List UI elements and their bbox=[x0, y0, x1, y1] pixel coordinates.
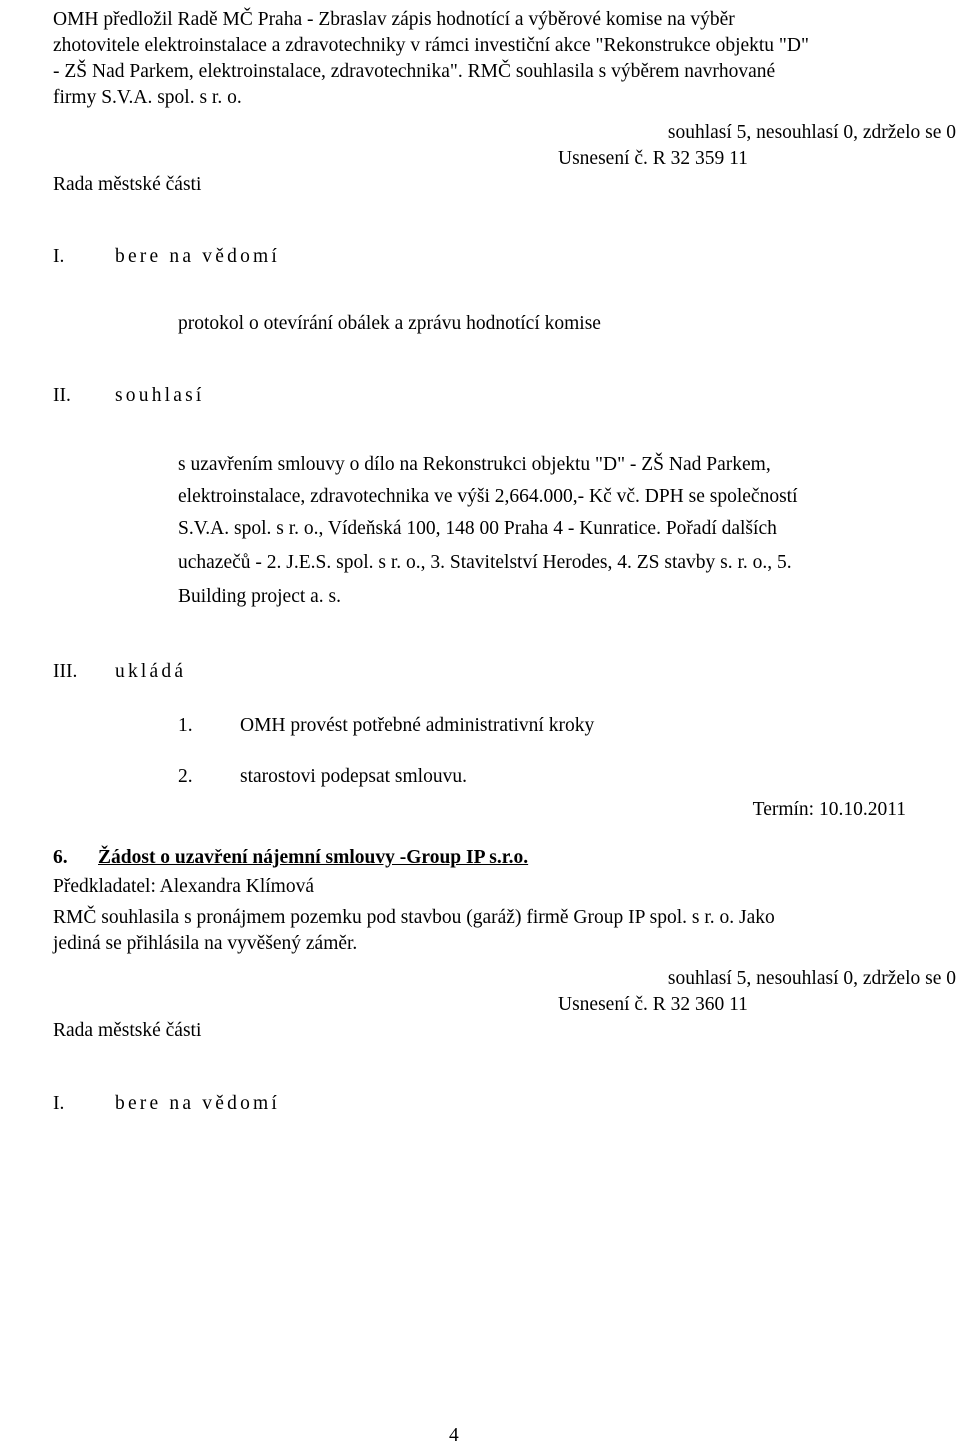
item-text: starostovi podepsat smlouvu. bbox=[240, 766, 467, 787]
section-number: I. bbox=[53, 1093, 65, 1114]
intro-line-4: firmy S.V.A. spol. s r. o. bbox=[53, 87, 242, 108]
item-number: 1. bbox=[178, 715, 193, 736]
section-verb: bere na vědomí bbox=[115, 246, 280, 267]
item-text: OMH provést potřebné administrativní kroky bbox=[240, 715, 595, 736]
section-text: elektroinstalace, zdravotechnika ve výši 2,664.000,- Kč vč. DPH se společností bbox=[178, 486, 798, 507]
section-verb: ukládá bbox=[115, 661, 187, 682]
agenda-item-title: Žádost o uzavření nájemní smlouvy -Group IP s.r.o. bbox=[98, 847, 529, 868]
section-text: Building project a. s. bbox=[178, 586, 342, 607]
intro-line-1: RMČ souhlasila s pronájmem pozemku pod stavbou (garáž) firmě Group IP spol. s r. o. Jako bbox=[53, 907, 775, 928]
intro-line-1: OMH předložil Radě MČ Praha - Zbraslav zápis hodnotící a výběrové komise na výběr bbox=[53, 9, 735, 30]
presenter: Předkladatel: Alexandra Klímová bbox=[53, 876, 315, 897]
council-label: Rada městské části bbox=[53, 1020, 202, 1041]
section-number: I. bbox=[53, 246, 65, 267]
section-verb: souhlasí bbox=[115, 385, 205, 406]
vote-result: souhlasí 5, nesouhlasí 0, zdrželo se 0 bbox=[667, 968, 956, 989]
resolution-number: Usnesení č. R 32 360 11 bbox=[558, 994, 748, 1015]
page-number: 4 bbox=[449, 1425, 459, 1446]
section-text: protokol o otevírání obálek a zprávu hodnotící komise bbox=[178, 313, 601, 334]
section-number: III. bbox=[53, 661, 78, 682]
intro-line-2: jediná se přihlásila na vyvěšený záměr. bbox=[53, 933, 358, 954]
item-number: 2. bbox=[178, 766, 193, 787]
section-verb: bere na vědomí bbox=[115, 1093, 280, 1114]
council-label: Rada městské části bbox=[53, 174, 202, 195]
intro-line-2: zhotovitele elektroinstalace a zdravotechniky v rámci investiční akce "Rekonstrukce objektu "D" bbox=[53, 35, 809, 56]
section-text: s uzavřením smlouvy o dílo na Rekonstrukci objektu "D" - ZŠ Nad Parkem, bbox=[178, 454, 771, 475]
agenda-item-number: 6. bbox=[53, 847, 68, 868]
vote-result: souhlasí 5, nesouhlasí 0, zdrželo se 0 bbox=[667, 122, 956, 143]
deadline: Termín: 10.10.2011 bbox=[752, 799, 906, 820]
section-number: II. bbox=[53, 385, 71, 406]
resolution-number: Usnesení č. R 32 359 11 bbox=[558, 148, 748, 169]
intro-line-3: - ZŠ Nad Parkem, elektroinstalace, zdravotechnika". RMČ souhlasila s výběrem navrhované bbox=[53, 61, 776, 82]
section-text: S.V.A. spol. s r. o., Vídeňská 100, 148 00 Praha 4 - Kunratice. Pořadí dalších bbox=[178, 518, 777, 539]
section-text: uchazečů - 2. J.E.S. spol. s r. o., 3. Stavitelství Herodes, 4. ZS stavby s. r. o., 5. bbox=[178, 552, 792, 573]
